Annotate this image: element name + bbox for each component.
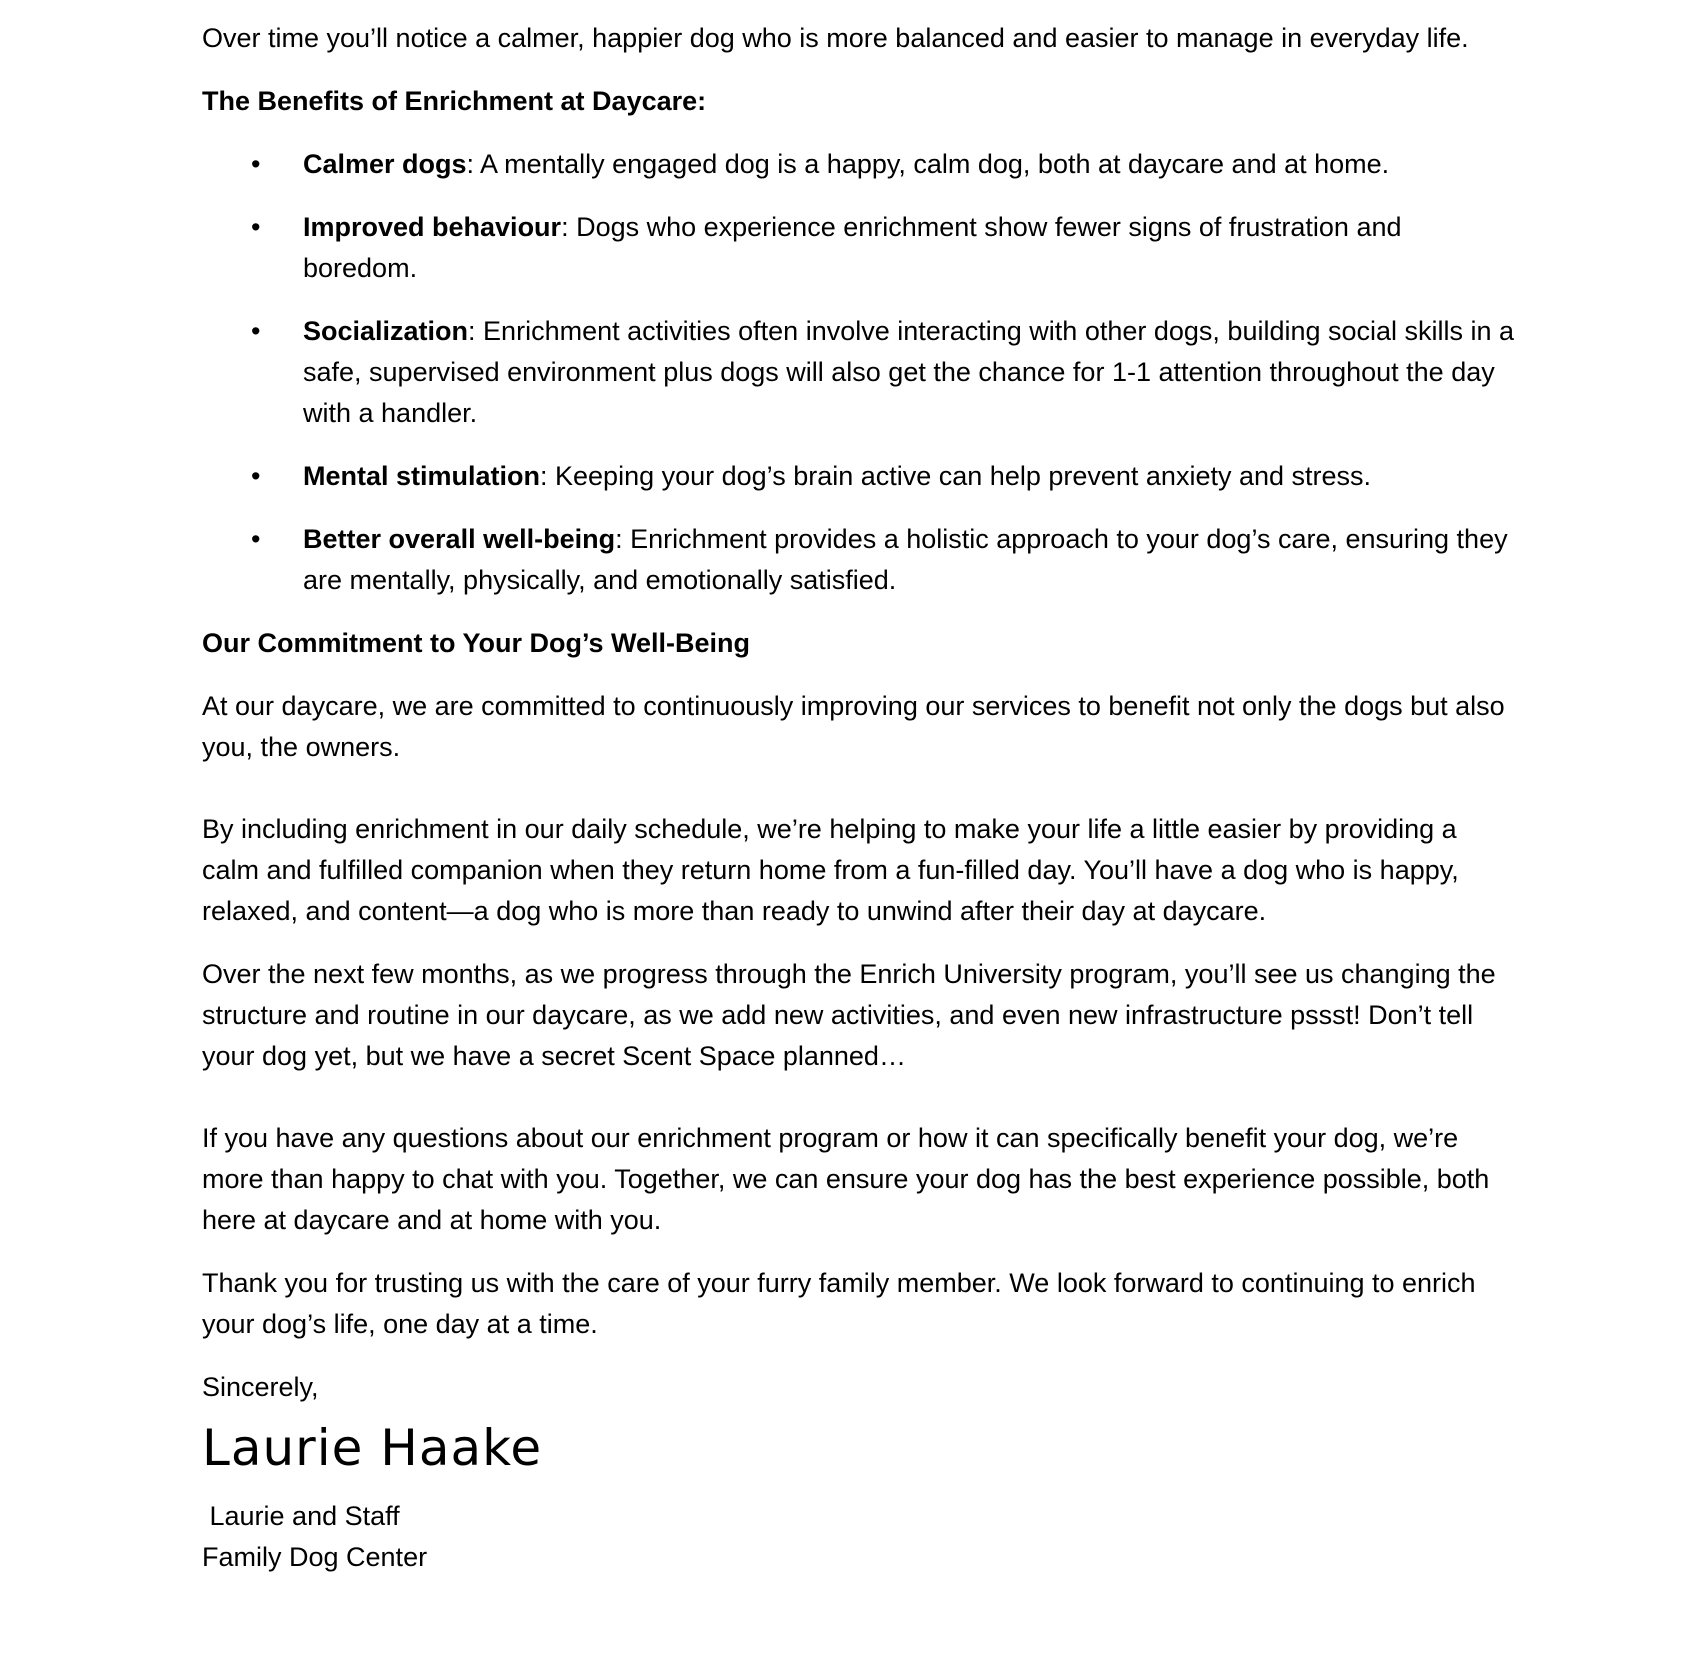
list-item <box>202 144 1520 185</box>
benefit-text: : Enrichment provides a holistic approach to your dog’s care, ensuring they are mentally, physically, and emotionally satisfied. <box>303 524 1508 595</box>
benefits-heading: The Benefits of Enrichment at Daycare: <box>202 86 707 116</box>
blank-line <box>202 1077 1520 1118</box>
benefit-text: : Enrichment activities often involve interacting with other dogs, building social skills in a safe, supervised environment plus dogs will also get the chance for 1-1 attention throughout the day with a handler. <box>303 316 1515 428</box>
benefit-text: : Keeping your dog’s brain active can help prevent anxiety and stress. <box>540 461 1372 491</box>
sender-name: Laurie and Staff <box>202 1501 400 1531</box>
signature: Laurie Haake <box>202 1419 543 1477</box>
bullet-icon: • <box>251 149 261 179</box>
benefit-term: Socialization <box>303 316 469 346</box>
benefit-term: Better overall well-being <box>303 524 616 554</box>
sign-block <box>202 1496 1520 1578</box>
salutation: Sincerely, <box>202 1372 319 1402</box>
commitment-heading: Our Commitment to Your Dog’s Well-Being <box>202 628 751 658</box>
benefit-text: : A mentally engaged dog is a happy, calm dog, both at daycare and at home. <box>466 149 1390 179</box>
commitment-paragraph-2: By including enrichment in our daily schedule, we’re helping to make your life a little easier by providing a calm and fulfilled companion when they return home from a fun-filled day. You’ll have a dog who is happy, relaxed, and content—a dog who is more than ready to unwind after their day at daycare. <box>202 814 1459 926</box>
commitment-paragraph-4: If you have any questions about our enrichment program or how it can specifically benefit your dog, we’re more than happy to chat with you. Together, we can ensure your dog has the best experience possible, both here at daycare and at home with you. <box>202 1123 1490 1235</box>
benefits-list <box>202 144 1520 601</box>
list-item <box>202 311 1520 434</box>
benefit-text: : Dogs who experience enrichment show fewer signs of frustration and boredom. <box>303 212 1402 283</box>
intro-closing-paragraph: Over time you’ll notice a calmer, happier dog who is more balanced and easier to manage in everyday life. <box>202 23 1469 53</box>
list-item <box>202 207 1520 289</box>
benefit-term: Calmer dogs <box>303 149 467 179</box>
bullet-icon: • <box>251 316 261 346</box>
letter-page <box>202 18 1520 1578</box>
list-item <box>202 519 1520 601</box>
bullet-icon: • <box>251 524 261 554</box>
commitment-paragraph-3: Over the next few months, as we progress through the Enrich University program, you’ll see us changing the structure and routine in our daycare, as we add new activities, and even new infrastructure pssst! Don’t tell your dog yet, but we have a secret Scent Space planned… <box>202 959 1496 1071</box>
commitment-paragraph-1: At our daycare, we are committed to continuously improving our services to benefit not only the dogs but also you, the owners. <box>202 691 1505 762</box>
benefit-term: Improved behaviour <box>303 212 562 242</box>
bullet-icon: • <box>251 461 261 491</box>
benefit-term: Mental stimulation <box>303 461 541 491</box>
organization-name: Family Dog Center <box>202 1542 428 1572</box>
commitment-paragraph-5: Thank you for trusting us with the care of your furry family member. We look forward to continuing to enrich your dog’s life, one day at a time. <box>202 1268 1476 1339</box>
list-item <box>202 456 1520 497</box>
blank-line <box>202 768 1520 809</box>
bullet-icon: • <box>251 212 261 242</box>
